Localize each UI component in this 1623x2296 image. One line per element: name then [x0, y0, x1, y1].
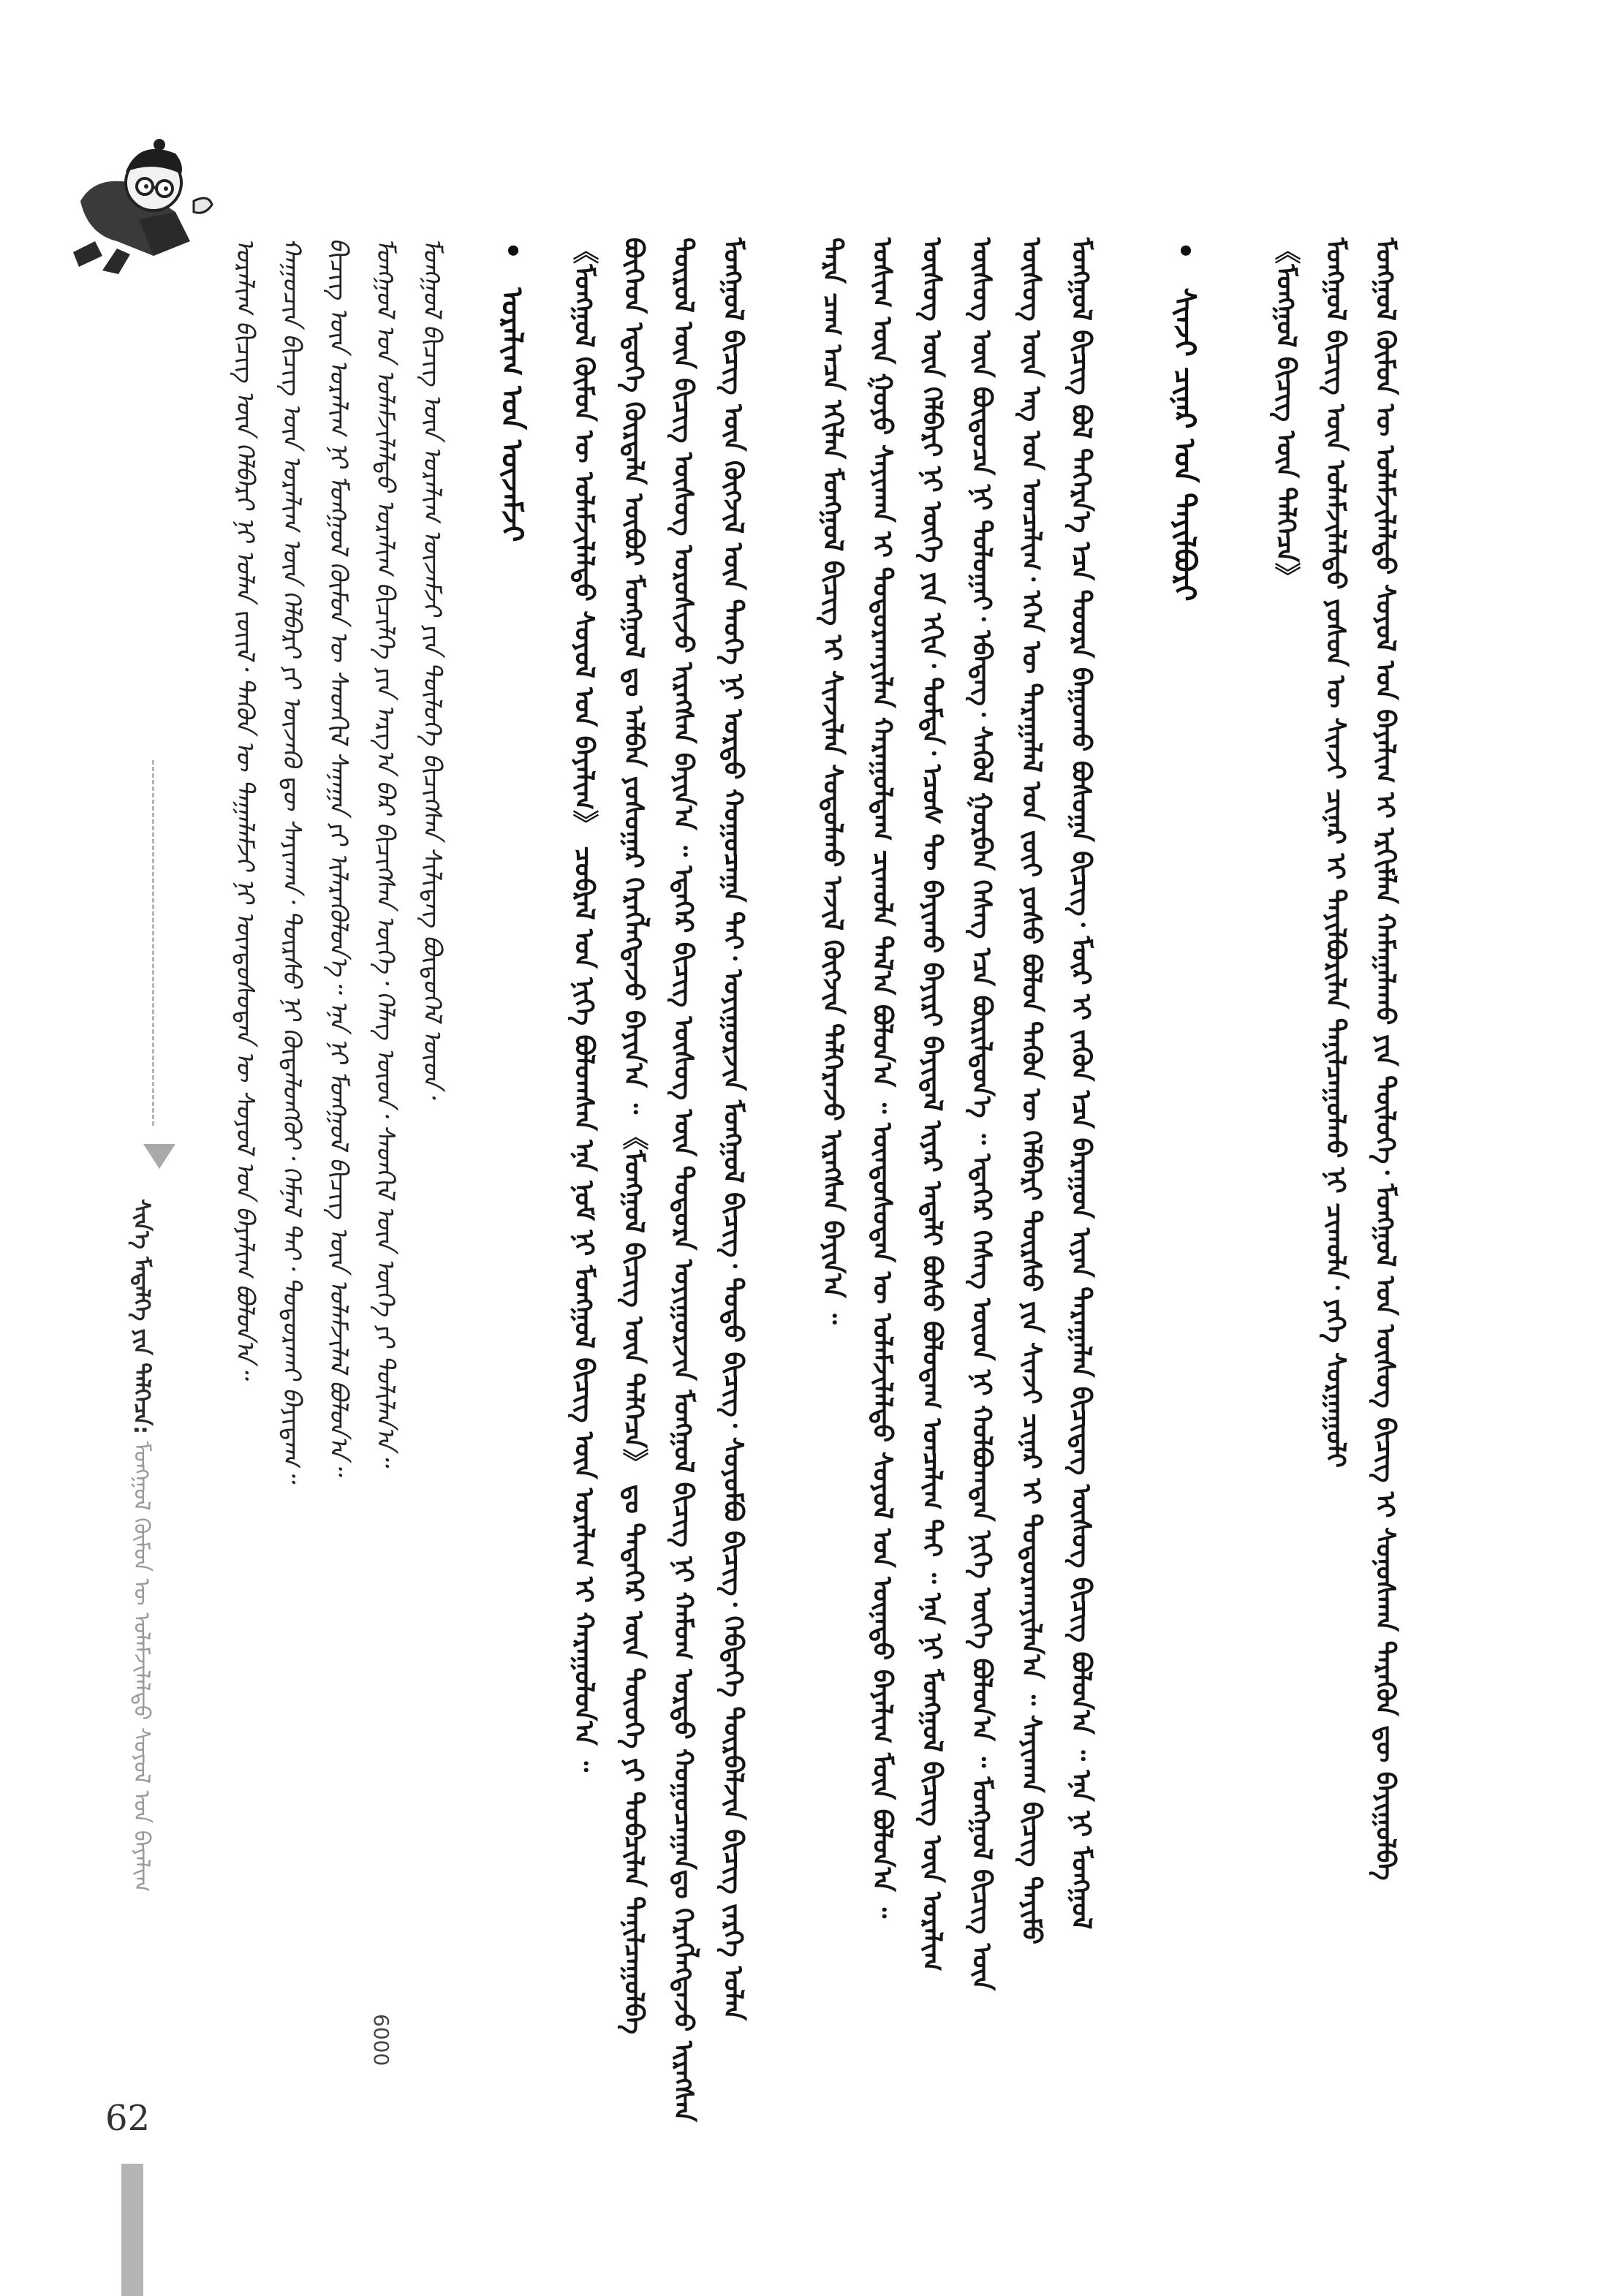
header-title-bold: ᠰᠢᠨ᠎ᠡ ᠮᠡᠳᠡᠯᠭᠡ ᠶᠢᠨ ᠳᠡᠯᠭᠡᠴᠡ:	[129, 1199, 154, 1435]
script-line-1: ᠮᠣᠩᠭᠣᠯ ᠪᠢᠴᠢᠭ ᠦᠨ ᠤᠷᠠᠯᠢᠭ ᠦᠵᠡᠮᠵᠢ ᠶᠢᠨ ᠲᠥᠯᠥᠭᠡ ᠪᠢᠴᠢᠭᠰᠡᠨ ᠰᠢᠯᠢᠳᠡᠭ ᠪᠦᠲᠦᠭᠡᠯ ᠦᠳ᠂	[417, 238, 447, 1098]
section-1-line-1: ᠮᠣᠩᠭᠣᠯ ᠪᠢᠴᠢᠭ ᠪᠣᠯ ᠳᠡᠭᠡᠷᠡ᠎ᠡ ᠡᠴᠡ ᠳᠣᠣᠷᠠ ᠪᠠᠭᠤᠬᠤ ᠪᠣᠰᠣᠭᠠ ᠪᠢᠴᠢᠭ᠂ ᠮᠥᠷ ᠢ ᠵᠡᠬᠦᠨ ᠡᠴᠡ ᠪᠠᠷᠠᠭᠤᠨ ᠢᠶᠠᠨ ᠳᠠᠷᠠᠭᠠᠯᠠᠨ ᠪᠢᠴᠢᠳᠡᠭ ᠦᠰᠦᠭ ᠪᠢᠴᠢᠭ ᠪᠣᠯᠤᠨ᠎ᠠ ᠃ ᠡᠨᠡ ᠨᠢ ᠮᠣᠩᠭᠣᠯ	[1066, 238, 1096, 1930]
running-header	[129, 1199, 159, 1893]
section-2-title: ᠤᠷᠠᠯᠢᠭ ᠤᠨ ᠦᠵᠡᠮᠵᠢ	[495, 287, 529, 542]
section-1-title: ᠰᠢᠨᠵᠢ ᠴᠢᠨᠠᠷ ᠤᠨ ᠲᠠᠶᠢᠯᠪᠤᠷᠢ	[1168, 287, 1201, 602]
header-title-rest: ᠮᠣᠩᠭᠣᠯ ᠬᠦᠮᠦᠨ ᠦ ᠤᠯᠠᠮᠵᠢᠯᠠᠯᠲᠤ ᠰᠣᠶᠣᠯ ᠤᠨ ᠪᠠᠶᠠᠯᠢᠭ	[129, 1441, 154, 1893]
paragraph-2-line-1: ᠮᠣᠩᠭᠣᠯ ᠪᠢᠴᠢᠭ ᠦᠨ ᠬᠥᠭᠵᠢᠯ ᠦᠨ ᠲᠡᠦᠬᠡ ᠨᠢ ᠤᠷᠲᠤ ᠬᠤᠭᠤᠴᠠᠭᠠ ᠲᠠᠢ᠂ ᠤᠶᠢᠭᠤᠷᠵᠢᠨ ᠮᠣᠩᠭᠣᠯ ᠪᠢᠴᠢᠭ᠂ ᠲᠣᠳᠣ ᠪᠢᠴᠢᠭ᠂ ᠰᠣᠶᠣᠮᠪᠣ ᠪᠢᠴᠢᠭ᠂ ᠬᠡᠪᠲᠡᠭᠡ ᠳᠦᠷᠪᠡᠯᠵᠢᠨ ᠪᠢᠴᠢᠭ ᠵᠡᠷᠭᠡ ᠣᠯᠠᠨ	[718, 238, 748, 2021]
script-line-4: ᠬᠠᠭᠤᠴᠢᠨ ᠪᠢᠴᠢᠭ ᠦᠨ ᠤᠷᠠᠯᠢᠭ ᠦᠨ ᠬᠡᠯᠪᠡᠷᠢ ᠶᠢ ᠦᠵᠡᠬᠦ ᠳᠦ ᠰᠠᠶᠢᠬᠠᠨ᠂ ᠳᠦᠷᠰᠦ ᠨᠢ ᠬᠥᠳᠡᠯᠦᠩᠭᠦᠢ᠂ ᠬᠡᠮᠨᠡᠯ ᠲᠡᠢ᠂ ᠲᠣᠳᠣᠷᠬᠠᠢ ᠪᠠᠶᠢᠳᠠᠭ᠃	[277, 238, 306, 1482]
paragraph-1-line-2: ᠮᠣᠩᠭᠣᠯ ᠪᠢᠴᠢᠭ ᠦᠨ ᠤᠯᠠᠮᠵᠢᠯᠠᠯᠲᠤ ᠶᠣᠰᠣᠨ ᠦ ᠰᠢᠨᠵᠢ ᠴᠢᠨᠠᠷ ᠢ ᠲᠠᠶᠢᠯᠪᠤᠷᠢᠯᠠᠨ ᠲᠠᠨᠢᠯᠴᠠᠭᠤᠯᠬᠤ ᠨᠢ ᠴᠢᠬᠤᠯᠠ᠂ ᠶᠡᠬᠡ ᠰᠤᠷᠭᠠᠭᠤᠯᠢ	[1320, 238, 1350, 1469]
script-line-5: ᠤᠷᠠᠯᠢᠭ ᠪᠢᠴᠢᠭ ᠦᠨ ᠬᠡᠯᠪᠡᠷᠢ ᠨᠢ ᠣᠯᠠᠨ ᠵᠦᠢᠯ᠂ ᠲᠡᠭᠦᠨ ᠦ ᠲᠠᠭᠠᠯᠠᠮᠵᠢ ᠨᠢ ᠦᠨᠳᠦᠰᠦᠲᠡᠨ ᠦ ᠰᠣᠶᠣᠯ ᠤᠨ ᠪᠠᠶᠠᠯᠢᠭ ᠪᠣᠯᠤᠨ᠎ᠠ᠃	[230, 238, 260, 1379]
script-line-3: ᠪᠢᠴᠢᠭ ᠦᠨ ᠤᠷᠠᠯᠢᠭ ᠨᠢ ᠮᠣᠩᠭᠣᠯ ᠬᠦᠮᠦᠨ ᠦ ᠰᠡᠳᠬᠢᠯ ᠰᠠᠨᠠᠭᠠ ᠶᠢ ᠢᠯᠡᠷᠡᠭᠦᠯᠦᠨ᠎ᠡ᠃ ᠡᠨᠡ ᠨᠢ ᠮᠣᠩᠭᠣᠯ ᠪᠢᠴᠢᠭ ᠦᠨ ᠤᠯᠠᠮᠵᠢᠯᠠᠯ ᠪᠣᠯᠤᠨ᠎ᠠ᠃	[324, 238, 353, 1475]
header-triangle-marker	[143, 1144, 175, 1169]
page-number: 62	[105, 2098, 151, 2139]
paragraph-2-line-3: ᠪᠥᠭᠡᠳ ᠡᠳᠦᠭᠡ ᠬᠦᠷᠲᠡᠯᠡ ᠥᠪᠥᠷ ᠮᠣᠩᠭᠣᠯ ᠳᠤ ᠠᠯᠪᠠᠨ ᠶᠣᠰᠣᠭᠠᠷ ᠬᠡᠷᠡᠭᠯᠡᠭᠳᠡᠵᠦ ᠪᠠᠶᠢᠨ᠎ᠠ ᠃ 《ᠮᠣᠩᠭᠣᠯ ᠪᠢᠴᠢᠭ ᠦᠨ ᠳᠡᠯᠭᠡᠴᠡ》 ᠳᠤ ᠲᠡᠳᠡᠭᠡᠷ ᠦᠨ ᠲᠦᠤᠬᠡ ᠶᠢ ᠲᠣᠪᠴᠢᠯᠠᠨ ᠲᠠᠨᠢᠯᠴᠠᠭᠤᠯᠪᠠ	[618, 238, 648, 2034]
mascot-illustration	[66, 132, 227, 278]
page-edge-tab	[121, 2164, 143, 2296]
section-1-line-5: ᠤᠰᠢᠭ ᠦᠨ ᠭᠣᠶᠣ ᠰᠠᠶᠢᠬᠠᠨ ᠢ ᠲᠣᠳᠣᠷᠬᠠᠶᠢᠯᠠᠨ ᠬᠠᠷᠠᠭᠤᠯᠳᠠᠭ ᠴᠢᠬᠤᠯᠠ ᠲᠠᠯ᠎ᠠ ᠪᠣᠯᠤᠨ᠎ᠠ ᠃ ᠦᠨᠳᠦᠰᠦᠲᠡᠨ ᠦ ᠤᠯᠠᠮᠵᠢᠯᠠᠯᠲᠤ ᠰᠣᠶᠣᠯ ᠤᠨ ᠦᠨᠡᠳᠦ ᠪᠠᠶᠠᠯᠢᠭ ᠮᠥᠨ ᠪᠣᠯᠤᠨ᠎ᠠ ᠃	[867, 238, 897, 1919]
section-1-line-2: ᠦᠰᠦᠭ ᠦᠨ ᠡᠩ ᠤᠨ ᠣᠨᠴᠠᠯᠢᠭ᠂ ᠡᠭᠡᠨ ᠦ ᠳᠠᠷᠠᠭᠠᠯᠠᠯ ᠤᠨ ᠵᠦᠢ ᠶᠣᠰᠣ ᠪᠣᠯᠤᠨ ᠲᠡᠭᠦᠨ ᠦ ᠬᠡᠯᠪᠡᠷᠢ ᠳᠦᠷᠰᠦ ᠶᠢᠨ ᠰᠢᠨᠵᠢ ᠴᠢᠨᠠᠷ ᠢ ᠲᠣᠳᠣᠷᠬᠠᠶᠢᠯᠠᠨ᠎ᠠ ᠃ ᠰᠠᠶᠢᠬᠠᠨ ᠪᠢᠴᠢᠭ ᠲᠡᠶᠢᠮᠦ	[1016, 238, 1046, 1945]
numeral-label: 6000	[369, 2014, 393, 2066]
section-2-heading: • ᠤᠷᠠᠯᠢᠭ ᠤᠨ ᠦᠵᠡᠮᠵᠢ	[495, 241, 529, 542]
paragraph-2-line-2: ᠲᠥᠷᠦᠯ ᠦᠨ ᠪᠢᠴᠢᠭ ᠦᠰᠦᠭ ᠣᠷᠣᠰᠢᠵᠤ ᠢᠷᠡᠭᠰᠡᠨ ᠪᠠᠶᠢᠨ᠎ᠠ ᠃ ᠡᠳᠡᠭᠡᠷ ᠪᠢᠴᠢᠭ ᠦᠰᠦᠭ ᠦᠨ ᠳᠣᠲᠣᠷᠠ ᠤᠶᠢᠭᠤᠷᠵᠢᠨ ᠮᠣᠩᠭᠣᠯ ᠪᠢᠴᠢᠭ ᠨᠢ ᠬᠠᠮᠤᠭ ᠤᠷᠲᠤ ᠬᠤᠭᠤᠴᠠᠭᠠᠨ᠎ᠳᠤ ᠬᠡᠷᠡᠭᠯᠡᠭᠳᠡᠵᠦ ᠢᠷᠡᠭᠰᠡᠨ	[668, 238, 698, 2122]
section-1-line-6: ᠲᠡᠷᠡ ᠴᠠᠭ ᠠᠴᠠ ᠡᠬᠢᠯᠡᠨ ᠮᠣᠩᠭᠣᠯ ᠪᠢᠴᠢᠭ ᠢ ᠰᠢᠨᠵᠢᠯᠡᠨ ᠰᠤᠳᠤᠯᠬᠤ ᠠᠵᠢᠯ ᠬᠥᠭᠵᠢᠨ ᠳᠡᠯᠭᠡᠷᠡᠵᠦ ᠢᠷᠡᠭᠰᠡᠨ ᠪᠠᠶᠢᠨ᠎ᠠ ᠃	[817, 238, 847, 1325]
section-1-line-4: ᠦᠰᠦᠭ ᠦᠨ ᠬᠡᠯᠪᠡᠷᠢ ᠨᠢ ᠦᠭᠡ ᠶᠢᠨ ᠡᠬᠢᠨ᠂ ᠳᠤᠮᠳᠠ᠂ ᠡᠴᠦᠰ ᠲᠦ ᠪᠠᠶᠢᠬᠤ ᠪᠠᠶᠢᠷᠢ ᠪᠠᠶᠢᠳᠠᠯ ᠢᠶᠠᠷ ᠠᠳᠠᠯᠢ ᠪᠤᠰᠤ ᠪᠣᠯᠤᠳᠠᠭ ᠣᠨᠴᠠᠯᠢᠭ ᠲᠠᠢ ᠃ ᠡᠨᠡ ᠨᠢ ᠮᠣᠩᠭᠣᠯ ᠪᠢᠴᠢᠭ ᠦᠨ ᠤᠷᠠᠯᠢᠭ	[917, 238, 947, 1971]
header-divider	[152, 760, 154, 1126]
script-line-2: ᠮᠣᠩᠭᠣᠯ ᠤᠨ ᠤᠯᠠᠮᠵᠢᠯᠠᠯᠲᠤ ᠤᠷᠠᠯᠢᠭ ᠪᠢᠴᠢᠯᠭᠡ ᠶᠢᠨ ᠠᠷᠭ᠎ᠠ ᠪᠠᠷ ᠪᠢᠴᠢᠭᠰᠡᠨ ᠦᠭᠡ᠂ ᠬᠡᠯᠡᠭ ᠦᠳ᠂ ᠰᠡᠳᠬᠢᠯ ᠦᠨ ᠦᠭᠡ ᠶᠢ ᠲᠣᠯᠢᠯᠠᠨ᠎ᠠ᠃	[371, 238, 400, 1466]
paragraph-2-line-4: 《ᠮᠣᠩᠭᠣᠯ ᠬᠦᠮᠦᠨ ᠦ ᠤᠯᠠᠮᠵᠢᠯᠠᠯᠲᠤ ᠰᠣᠶᠣᠯ ᠤᠨ ᠪᠠᠶᠠᠯᠢᠭ》 ᠴᠤᠪᠷᠠᠯ ᠤᠨ ᠨᠢᠭᠡ ᠪᠣᠯᠤᠭᠰᠠᠨ ᠡᠨᠡ ᠨᠣᠮ ᠨᠢ ᠮᠣᠩᠭᠣᠯ ᠪᠢᠴᠢᠭ ᠦᠨ ᠤᠷᠠᠯᠢᠭ ᠢ ᠬᠠᠷᠠᠭᠤᠯᠤᠨ᠎ᠠ ᠃	[569, 238, 599, 1773]
paragraph-1-line-1: ᠮᠣᠩᠭᠣᠯ ᠬᠦᠮᠦᠨ ᠦ ᠤᠯᠠᠮᠵᠢᠯᠠᠯᠲᠤ ᠰᠣᠶᠣᠯ ᠤᠨ ᠪᠠᠶᠠᠯᠢᠭ ᠢ ᠡᠷᠬᠢᠮᠯᠡᠨ ᠬᠠᠮᠠᠭᠠᠯᠠᠬᠤ ᠶᠢᠨ ᠲᠥᠯᠥᠭᠡ᠂ ᠮᠣᠩᠭᠣᠯ ᠤᠨ ᠦᠰᠦᠭ ᠪᠢᠴᠢᠭ ᠢ ᠰᠣᠨᠣᠰᠬᠠᠨ ᠲᠡᠷᠡᠭᠦᠨ ᠳᠦ ᠪᠠᠶᠢᠭᠤᠯᠪᠠ	[1370, 238, 1400, 1881]
section-1-line-3: ᠦᠰᠦᠭ ᠦᠨ ᠪᠦᠲᠦᠴᠡ ᠨᠢ ᠲᠣᠯᠣᠭᠠᠢ᠂ ᠡᠪᠡᠳᠡᠭ᠂ ᠰᠡᠭᠦᠯ ᠭᠤᠷᠪᠠᠨ ᠬᠡᠰᠡᠭ ᠡᠴᠡ ᠪᠦᠷᠢᠯᠳᠦᠨ᠎ᠡ ᠃ ᠡᠳᠡᠭᠡᠷ ᠬᠡᠰᠡᠭ ᠦᠳ ᠨᠢ ᠬᠣᠯᠪᠣᠭᠳᠠᠨ ᠨᠢᠭᠡ ᠦᠭᠡ ᠪᠣᠯᠤᠨ᠎ᠠ ᠃ ᠮᠣᠩᠭᠣᠯ ᠪᠢᠴᠢᠭ ᠦᠨ	[966, 238, 996, 1991]
section-1-heading: • ᠰᠢᠨᠵᠢ ᠴᠢᠨᠠᠷ ᠤᠨ ᠲᠠᠶᠢᠯᠪᠤᠷᠢ	[1168, 241, 1201, 602]
paragraph-1-line-3: 《ᠮᠣᠩᠭᠣᠯ ᠪᠢᠴᠢᠭ ᠦᠨ ᠳᠡᠯᠭᠡᠴᠡ》	[1271, 238, 1301, 589]
